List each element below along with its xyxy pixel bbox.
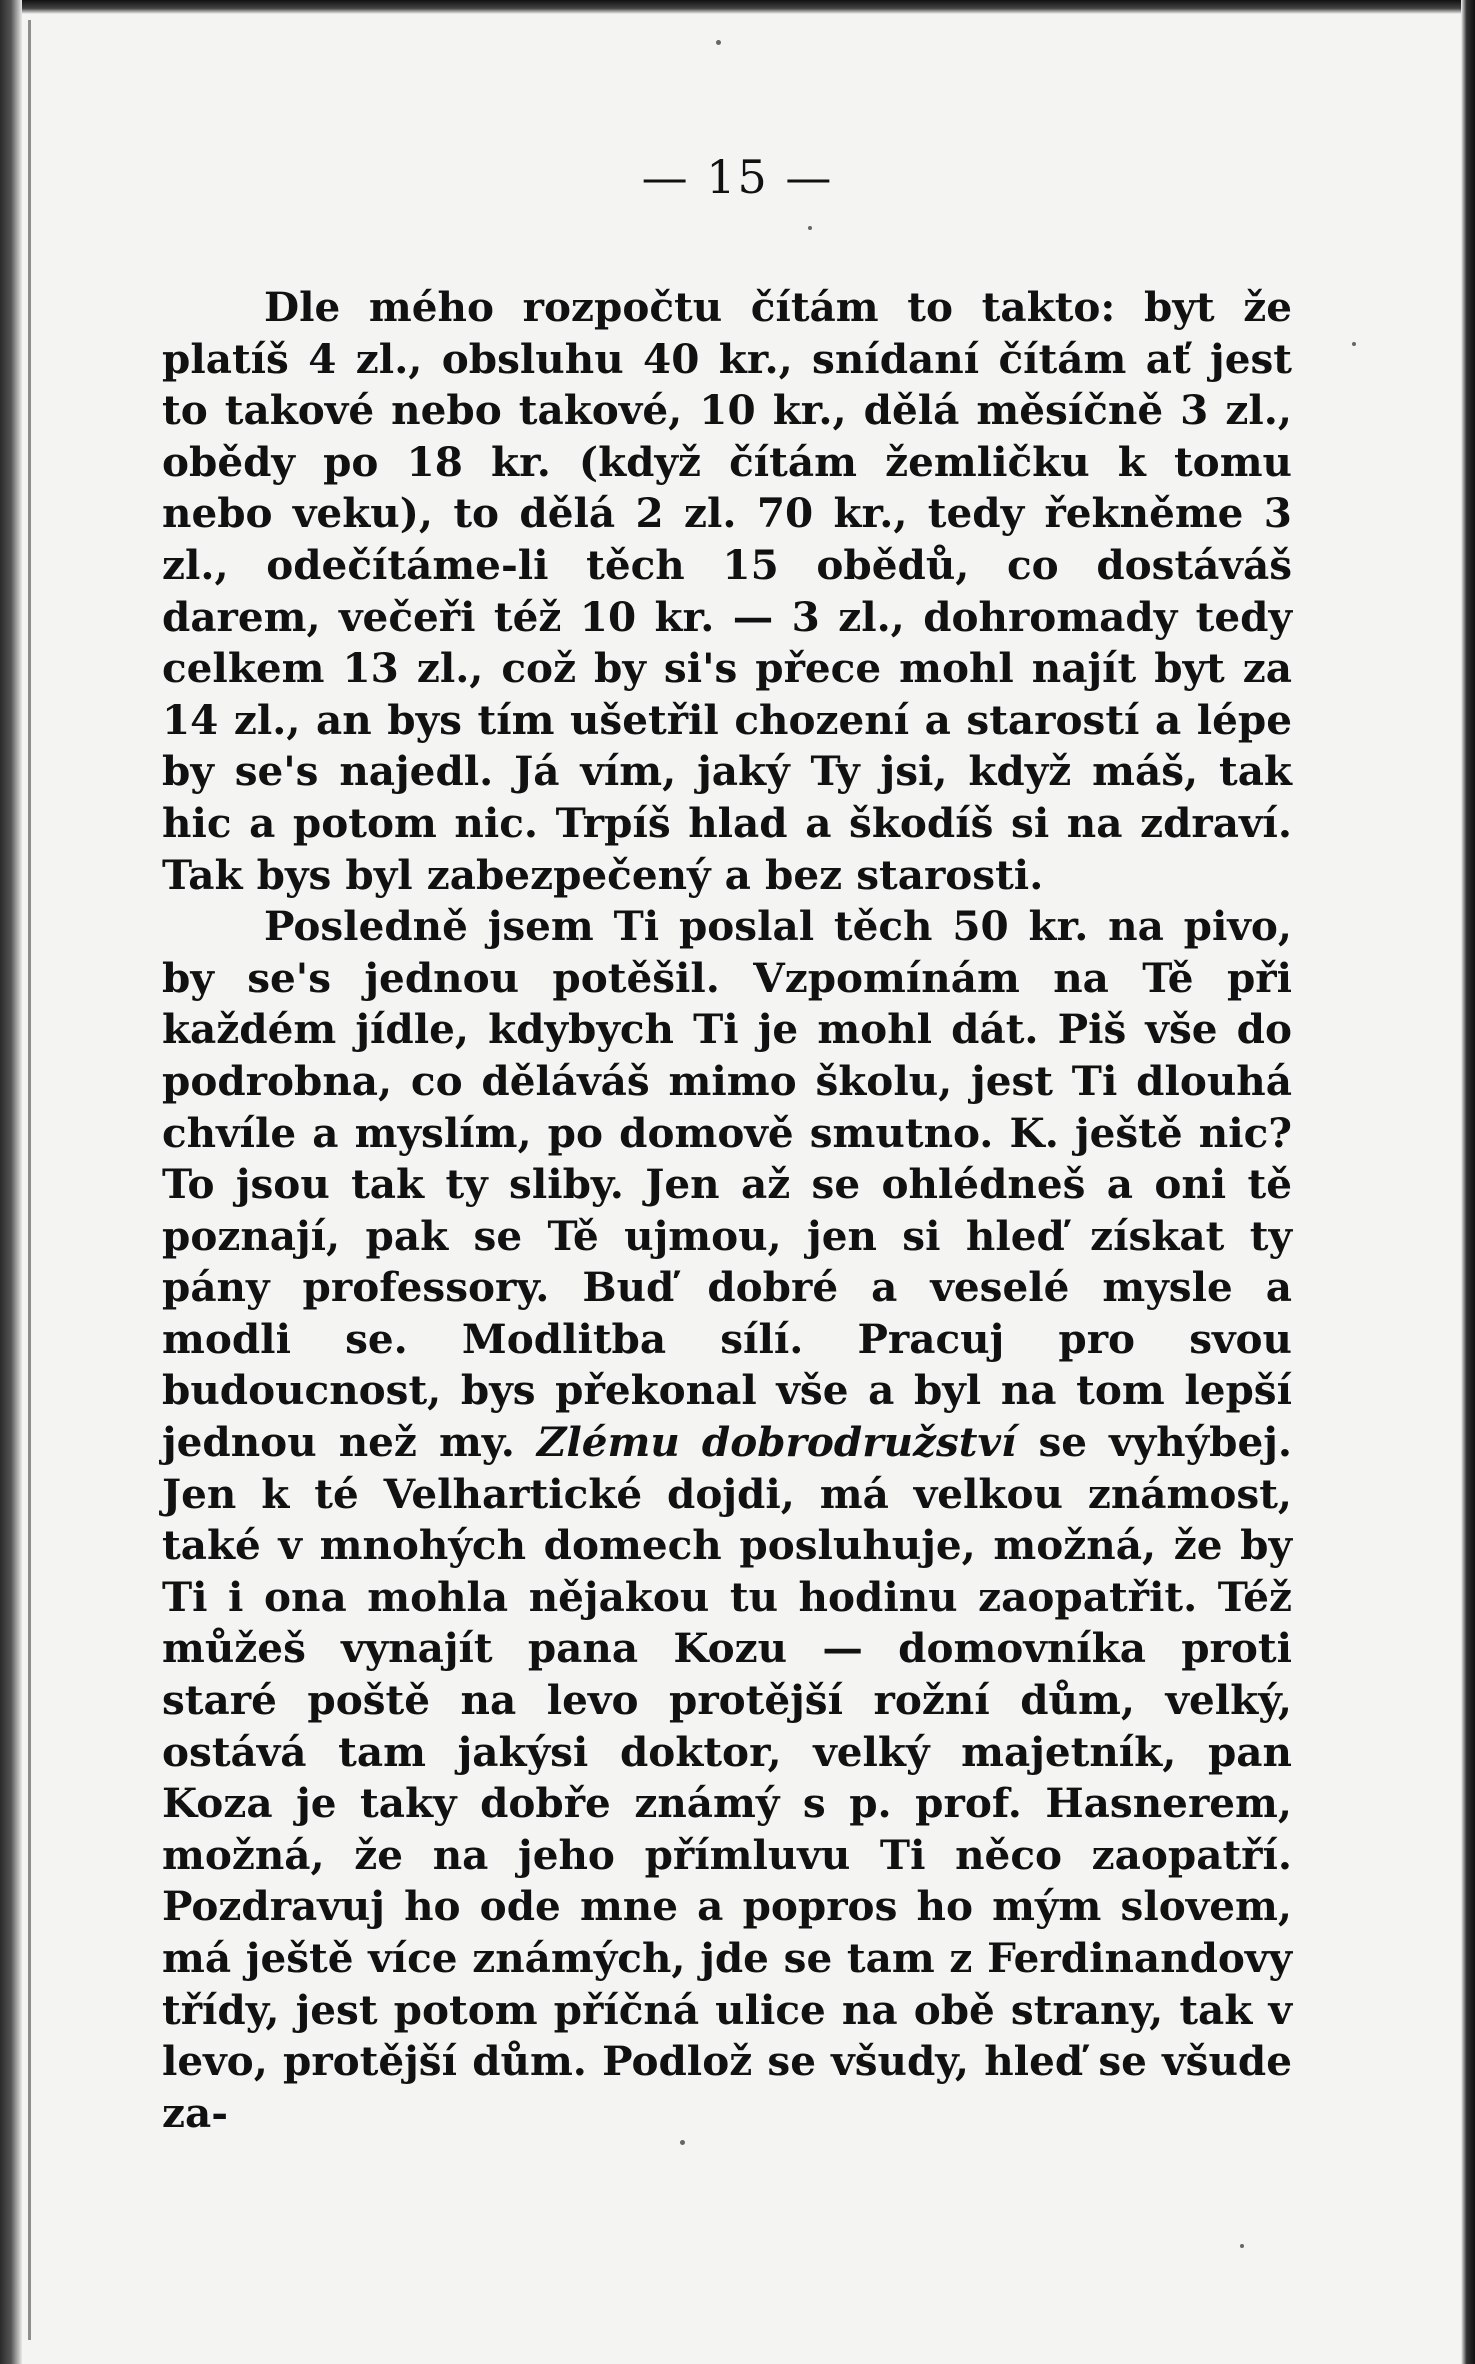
page-right-edge [1461, 0, 1475, 2364]
page-number: — 15 — [641, 150, 834, 204]
paragraph-2 [162, 901, 1292, 2139]
page-gutter-line [28, 20, 31, 2340]
page-top-edge [0, 0, 1475, 14]
page-binding-edge [0, 0, 22, 2364]
paragraph-1: Dle mého rozpočtu čítám to takto: byt že platíš 4 zl., obsluhu 40 kr., snídaní čítám ať jest to takové nebo takové, 10 kr., dělá měsíčně 3 zl., obědy po 18 kr. (když čítám žemličku k tomu nebo veku), to dělá 2 zl. 70 kr., tedy řekněme 3 zl., odečítáme-li těch 15 obědů, co dostáváš darem, večeři též 10 kr. — 3 zl., dohromady tedy celkem 13 zl., což by si's přece mohl najít byt za 14 zl., an bys tím ušetřil chození a starostí a lépe by se's najedl. Já vím, jaký Ty jsi, když máš, tak hic a potom nic. Trpíš hlad a škodíš si na zdraví. Tak bys byl zabezpečený a bez starosti. [162, 283, 1292, 899]
italic-phrase: Zlému dobrodružství [536, 1418, 1017, 1467]
scan-speck [680, 2140, 685, 2145]
paragraph-2-part-1: Posledně jsem Ti poslal těch 50 kr. na pivo, by se's jednou potěšil. Vzpomínám na Tě při každém jídle, kdybych Ti je mohl dát. Piš vše do podrobna, co děláváš mimo školu, jest Ti dlouhá chvíle a myslím, po domově smutno. K. ještě nic? To jsou tak ty sliby. Jen až se ohlédneš a oni tě poznají, pak se Tě ujmou, jen si hleď získat ty pány professory. Buď dobré a veselé mysle a modli se. Modlitba sílí. Pracuj pro svou budoucnost, bys překonal vše a byl na tom lepší jednou než my. [162, 902, 1292, 1467]
scan-speck [808, 226, 812, 230]
scan-speck [1240, 2244, 1244, 2248]
paragraph-2-part-2: se vyhýbej. Jen k té Velhartické dojdi, má velkou známost, také v mnohých domech posluhuje, možná, že by Ti i ona mohla nějakou tu hodinu zaopatřit. Též můžeš vynajít pana Kozu — domovníka proti staré poště na levo protější rožní dům, velký, ostává tam jakýsi doktor, velký majetník, pan Koza je taky dobře známý s p. prof. Hasnerem, možná, že na jeho přímluvu Ti něco zaopatří. Pozdravuj ho ode mne a popros ho mým slovem, má ještě více známých, jde se tam z Ferdinandovy třídy, jest potom příčná ulice na obě strany, tak v levo, protější dům. Podlož se všudy, hleď se všude za- [162, 1418, 1292, 2137]
scan-speck [716, 40, 721, 45]
scan-speck [1352, 342, 1356, 346]
letter-text [162, 282, 1292, 2139]
